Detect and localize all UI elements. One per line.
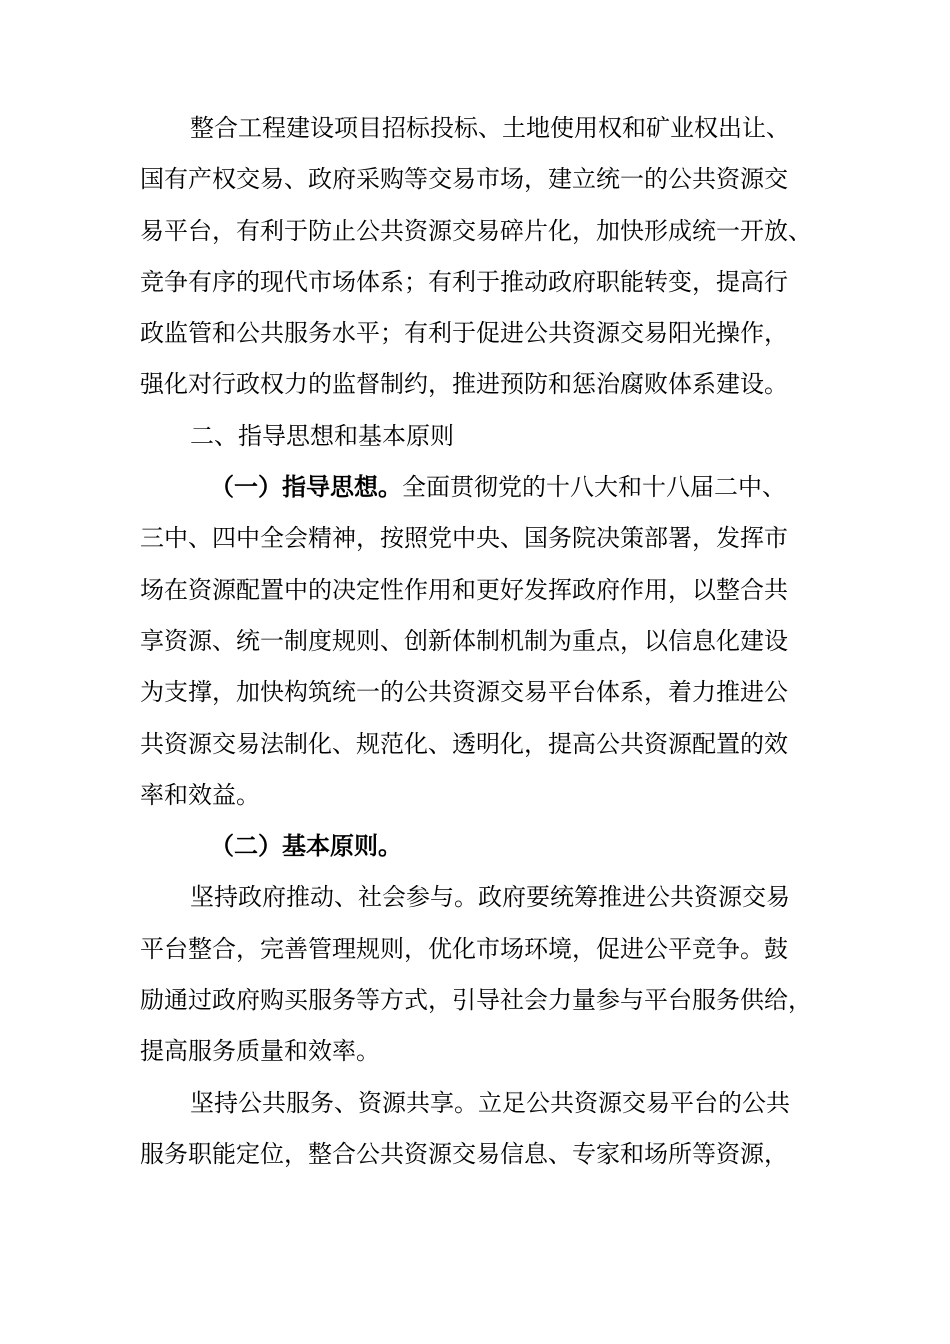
subsection-line	[140, 821, 830, 872]
paragraph-line: 三中、四中全会精神，按照党中央、国务院决策部署，发挥市	[140, 524, 788, 553]
paragraph-line: 国有产权交易、政府采购等交易市场，建立统一的公共资源交	[140, 165, 788, 194]
paragraph-line: 竞争有序的现代市场体系；有利于推动政府职能转变，提高行	[140, 267, 788, 296]
paragraph-line: 政监管和公共服务水平；有利于促进公共资源交易阳光操作，	[140, 319, 788, 348]
paragraph-line: 坚持政府推动、社会参与。政府要统筹推进公共资源交易	[190, 883, 790, 912]
subsection-line	[140, 462, 830, 513]
section-heading: 二、指导思想和基本原则	[190, 421, 454, 450]
paragraph-line: 为支撑，加快构筑统一的公共资源交易平台体系，着力推进公	[140, 678, 788, 707]
paragraph-line: 整合工程建设项目招标投标、土地使用权和矿业权出让、	[190, 114, 790, 142]
paragraph-line: 励通过政府购买服务等方式，引导社会力量参与平台服务供给，	[140, 986, 812, 1015]
paragraph-text: 全面贯彻党的十八大和十八届二中、	[402, 473, 786, 502]
subsection-heading: （一）指导思想。	[210, 473, 402, 502]
paragraph-line: 易平台，有利于防止公共资源交易碎片化，加快形成统一开放、	[140, 216, 812, 245]
body-text	[140, 103, 830, 1180]
subsection-heading: （二）基本原则。	[210, 832, 402, 861]
paragraph-line: 率和效益。	[140, 780, 260, 809]
paragraph-line: 提高服务质量和效率。	[140, 1037, 380, 1066]
paragraph-line: 共资源交易法制化、规范化、透明化，提高公共资源配置的效	[140, 729, 788, 758]
paragraph-line: 享资源、统一制度规则、创新体制机制为重点，以信息化建设	[140, 626, 788, 655]
paragraph-line: 坚持公共服务、资源共享。立足公共资源交易平台的公共	[190, 1088, 790, 1117]
paragraph-line: 场在资源配置中的决定性作用和更好发挥政府作用，以整合共	[140, 575, 788, 604]
paragraph-line: 平台整合，完善管理规则，优化市场环境，促进公平竞争。鼓	[140, 934, 788, 963]
paragraph-line: 强化对行政权力的监督制约，推进预防和惩治腐败体系建设。	[140, 370, 788, 399]
paragraph-line: 服务职能定位，整合公共资源交易信息、专家和场所等资源，	[140, 1139, 788, 1168]
